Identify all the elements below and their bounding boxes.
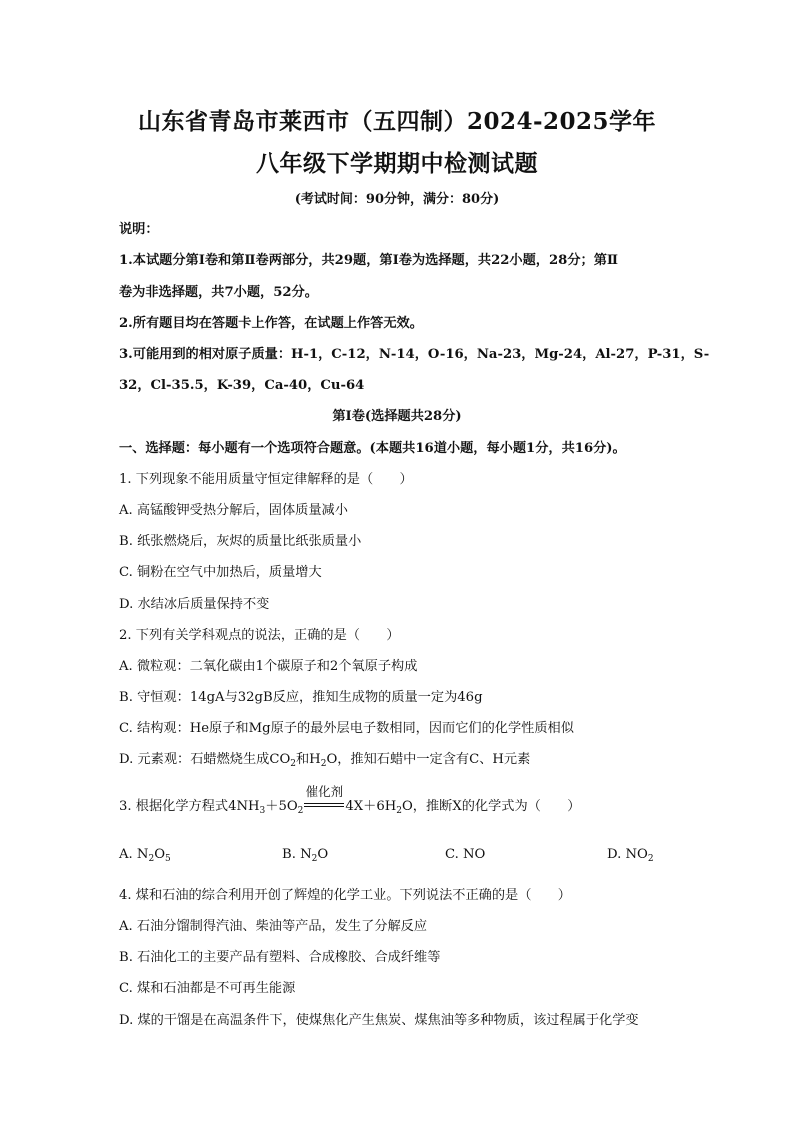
question-4-option-d: D. 煤的干馏是在高温条件下，使煤焦化产生焦炭、煤焦油等多种物质，该过程属于化学变 xyxy=(119,1013,639,1028)
question-4-stem: 4. 煤和石油的综合利用开创了辉煌的化学工业。下列说法不正确的是（ ） xyxy=(119,888,571,903)
exam-title-line2: 八年级下学期期中检测试题 xyxy=(256,150,538,177)
question-4-option-a: A. 石油分馏制得汽油、柴油等产品，发生了分解反应 xyxy=(119,919,428,934)
question-2-option-c: C. 结构观：He原子和Mg原子的最外层电子数相同，因而它们的化学性质相似 xyxy=(119,721,574,736)
q3-sub-o2: 2 xyxy=(297,806,304,816)
exam-info: (考试时间：90分钟，满分：80分) xyxy=(294,192,500,207)
q3-a-sub-1: 2 xyxy=(148,854,155,864)
q3-b-sub: 2 xyxy=(311,854,318,864)
catalyst-label: 催化剂 xyxy=(305,784,344,799)
q3-b-text-1: B. N xyxy=(282,847,312,862)
q2-d-text-3: O，推知石蜡中一定含有C、H元素 xyxy=(326,752,531,767)
volume-title: 第Ⅰ卷(选择题共28分) xyxy=(332,409,462,424)
q2-d-text-1: D. 元素观：石蜡燃烧生成CO xyxy=(119,752,291,767)
question-1-option-a: A. 高锰酸钾受热分解后，固体质量减小 xyxy=(119,503,348,518)
q2-d-text-2: 和H xyxy=(296,752,321,767)
instructions-heading: 说明： xyxy=(119,222,159,237)
q3-a-text-2: O xyxy=(154,847,165,862)
question-2-option-a: A. 微粒观：二氧化碳由1个碳原子和2个氧原子构成 xyxy=(119,659,418,674)
q3-d-sub: 2 xyxy=(647,854,654,864)
question-3-option-b xyxy=(282,847,328,864)
question-2-stem: 2. 下列有关学科观点的说法，正确的是（ ） xyxy=(119,628,400,643)
q3-sub-nh3: 3 xyxy=(259,806,266,816)
q3-product-text: 4X＋6H xyxy=(345,799,397,814)
q3-stem-text-1: 3. 根据化学方程式4NH xyxy=(119,799,260,814)
q3-sub-h2o: 2 xyxy=(396,806,402,816)
instruction-1-line1: 1.本试题分第Ⅰ卷和第Ⅱ卷两部分，共29题，第Ⅰ卷为选择题，共22小题，28分；第Ⅱ xyxy=(119,253,619,268)
q3-plus-o2: ＋5O xyxy=(265,799,298,814)
question-1-stem: 1. 下列现象不能用质量守恒定律解释的是（ ） xyxy=(119,472,413,487)
instruction-1-line2: 卷为非选择题，共7小题，52分。 xyxy=(119,285,318,300)
question-1-option-b: B. 纸张燃烧后，灰烬的质量比纸张质量小 xyxy=(119,534,362,549)
question-2-option-d xyxy=(119,748,530,769)
part-title: 一、选择题：每小题有一个选项符合题意。(本题共16道小题，每小题1分，共16分)。 xyxy=(119,441,626,456)
catalyst-arrow xyxy=(304,784,344,814)
q3-d-text: D. NO xyxy=(607,847,648,862)
question-3-stem xyxy=(119,784,581,816)
question-3-option-d xyxy=(607,847,654,864)
question-1-option-c: C. 铜粉在空气中加热后，质量增大 xyxy=(119,565,322,580)
exam-title-line1: 山东省青岛市莱西市（五四制）2024-2025学年 xyxy=(137,108,657,135)
q2-d-sub-1: 2 xyxy=(290,759,296,769)
instruction-3-line1: 3.可能用到的相对原子质量：H-1，C-12，N-14，O-16，Na-23，Mg-24，Al-27，P-31，S- xyxy=(119,347,710,362)
equation-double-bar xyxy=(304,803,344,807)
q3-a-text-1: A. N xyxy=(119,847,149,862)
instruction-2: 2.所有题目均在答题卡上作答，在试题上作答无效。 xyxy=(119,316,423,331)
question-4-option-b: B. 石油化工的主要产品有塑料、合成橡胶、合成纤维等 xyxy=(119,950,441,965)
question-1-option-d: D. 水结冰后质量保持不变 xyxy=(119,597,270,612)
q3-a-sub-2: 5 xyxy=(165,854,171,864)
question-3-option-c: C. NO xyxy=(445,847,486,862)
q3-stem-text-2: O，推断X的化学式为（ ） xyxy=(401,799,581,814)
q2-d-sub-2: 2 xyxy=(320,759,327,769)
question-2-option-b: B. 守恒观：14gA与32gB反应，推知生成物的质量一定为46g xyxy=(119,690,483,705)
question-4-option-c: C. 煤和石油都是不可再生能源 xyxy=(119,981,296,996)
question-3-option-a xyxy=(119,847,171,864)
instruction-3-line2: 32，Cl-35.5，K-39，Ca-40，Cu-64 xyxy=(119,378,365,393)
q3-b-text-2: O xyxy=(317,847,329,862)
